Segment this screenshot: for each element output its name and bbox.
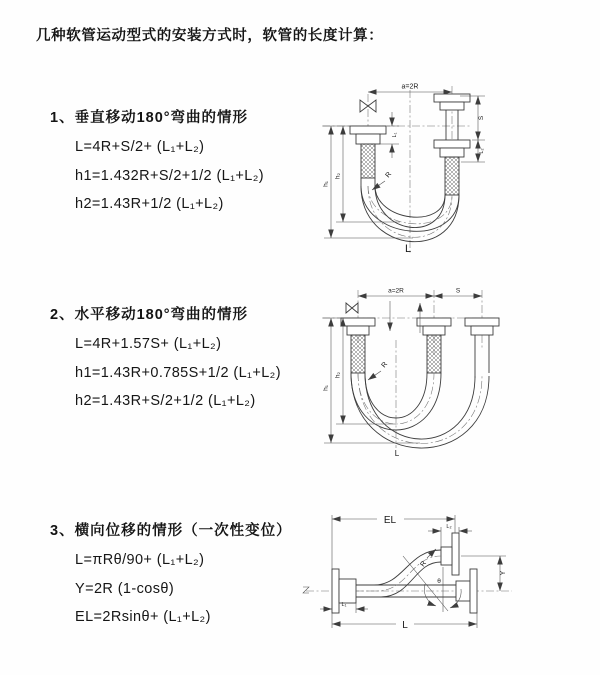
- upper-flange-displaced: [441, 533, 459, 575]
- section-2-heading: 2、水平移动180°弯曲的情形: [50, 307, 249, 323]
- diagram-2-horizontal-180-bend: [322, 288, 500, 459]
- diagram-3-lateral-displacement: [303, 515, 512, 631]
- formula-line: h2=1.43R+S/2+1/2 (L₁+L₂): [75, 393, 256, 409]
- dim-label-l1: L₁: [392, 132, 398, 138]
- dim-label-a2r: a=2R: [388, 287, 404, 295]
- left-flange: [341, 318, 375, 335]
- dim-label-l: L: [402, 620, 408, 631]
- dim-label-s: S: [478, 115, 485, 121]
- formula-line: EL=2Rsinθ+ (L₁+L₂): [75, 609, 211, 625]
- section-1-heading: 1、垂直移动180°弯曲的情形: [50, 110, 249, 126]
- braided-hose-section: [361, 144, 375, 186]
- braided-hose-section: [351, 335, 489, 378]
- movement-arrows: [390, 301, 420, 333]
- right-flange: [465, 318, 499, 335]
- section-3-heading: 3、横向位移的情形（一次性变位）: [50, 523, 292, 539]
- radius-label: R: [419, 560, 429, 569]
- dimension-l2: [428, 524, 472, 547]
- dimension-a2r: [358, 288, 434, 297]
- right-flange-lower: [434, 140, 470, 157]
- hose-u-curves: [351, 373, 489, 448]
- dim-label-l2: L₂: [479, 148, 485, 154]
- dimension-l: [332, 613, 477, 631]
- dim-label-y: Y: [500, 570, 507, 576]
- dim-label-l: L: [404, 243, 412, 255]
- centerline-break-mark: [303, 587, 309, 593]
- radius-label: R: [384, 170, 394, 180]
- formula-line: h1=1.43R+0.785S+1/2 (L₁+L₂): [75, 364, 281, 381]
- formula-line: Y=2R (1-cosθ): [75, 580, 175, 597]
- middle-flange: [417, 318, 451, 335]
- dim-label-l1: L₁: [341, 602, 347, 608]
- radius-label: R: [380, 360, 390, 370]
- dim-label-l2: L₂: [446, 524, 452, 530]
- dimension-el: [332, 515, 455, 569]
- formula-line: L=4R+1.57S+ (L₁+L₂): [75, 336, 222, 352]
- dim-label-h1: h₁: [322, 385, 330, 391]
- dim-label-h2: h₂: [334, 371, 342, 379]
- formula-line: h2=1.43R+1/2 (L₁+L₂): [75, 196, 224, 212]
- braided-hose-section: [445, 157, 459, 195]
- radius-leader: [368, 361, 389, 380]
- dimension-l1: [320, 602, 368, 613]
- dimension-s: [434, 288, 482, 297]
- dim-label-l: L: [394, 449, 400, 458]
- formula-line: h1=1.432R+S/2+1/2 (L₁+L₂): [75, 167, 265, 184]
- diagram-1-vertical-180-bend: [322, 84, 485, 256]
- left-flange: [350, 126, 386, 144]
- valve-icon: [346, 303, 358, 313]
- formula-line: L=4R+S/2+ (L₁+L₂): [75, 139, 205, 155]
- page-title: 几种软管运动型式的安装方式时，软管的长度计算：: [36, 28, 384, 44]
- dim-label-h2: h₂: [334, 172, 342, 180]
- dim-label-s: S: [455, 287, 461, 295]
- dim-label-theta: θ: [437, 578, 441, 585]
- dim-label-a2r: a=2R: [401, 83, 419, 91]
- formula-line: L=πRθ/90+ (L₁+L₂): [75, 552, 205, 568]
- dim-label-el: EL: [383, 515, 397, 526]
- dim-label-h1: h₁: [322, 181, 330, 187]
